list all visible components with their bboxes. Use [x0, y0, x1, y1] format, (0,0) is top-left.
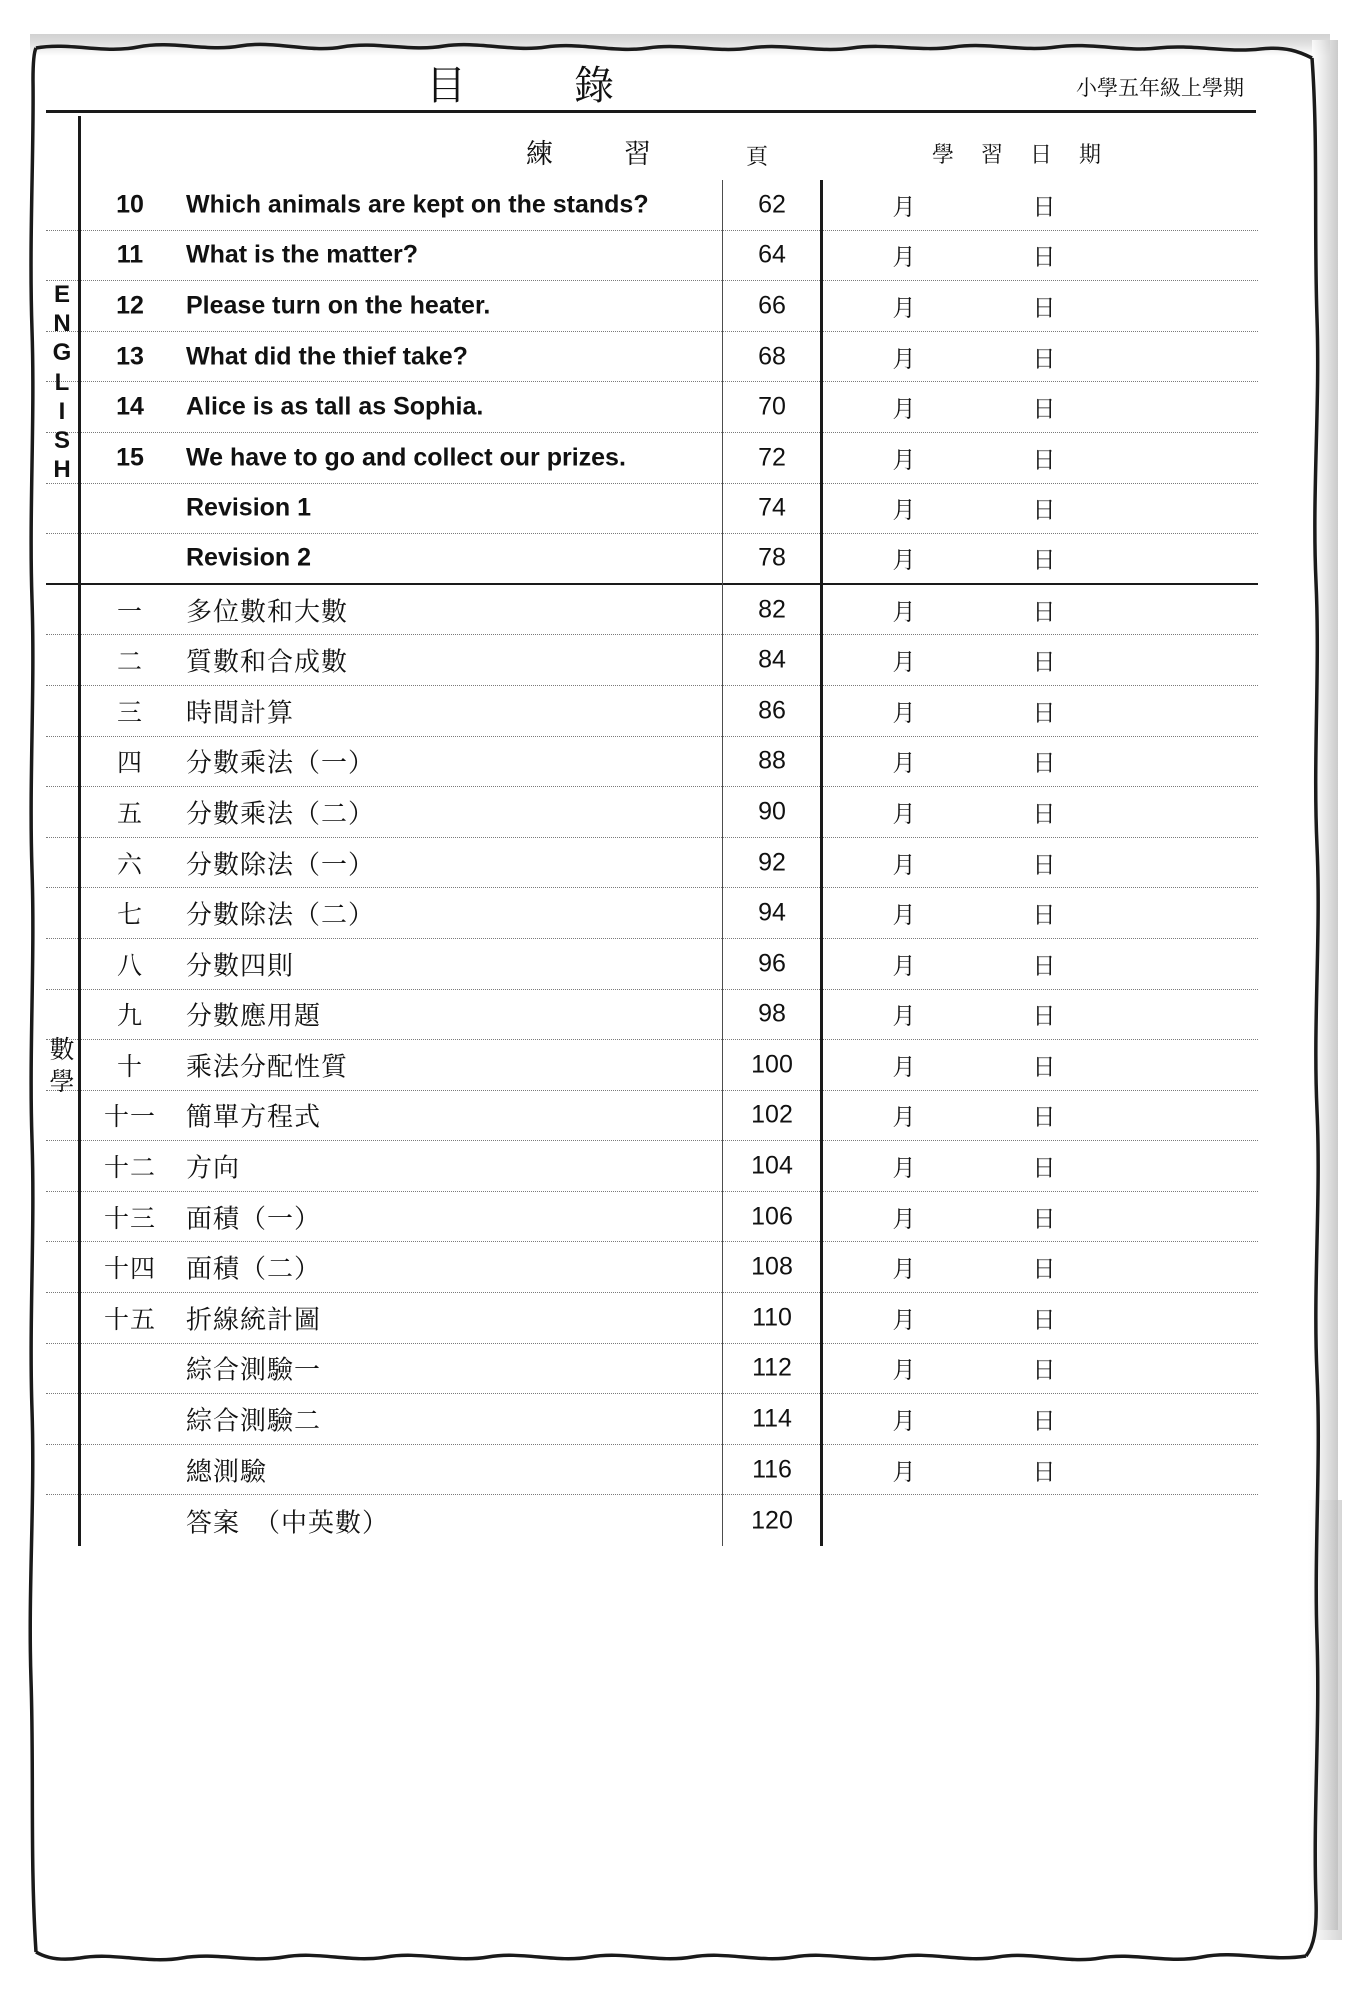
title-divider: [46, 110, 1256, 113]
table-row: [46, 281, 1258, 332]
row-title: 面積（二）: [186, 1254, 322, 1285]
table-row: [46, 1394, 1258, 1445]
row-date-day-mark[interactable]: 日: [1032, 1003, 1056, 1030]
row-page-number: 92: [758, 848, 786, 877]
vertical-rule-subject: [78, 116, 81, 1546]
row-number: 10: [116, 190, 144, 219]
row-number: 十: [116, 1051, 143, 1081]
toc-table: [46, 116, 1258, 1546]
row-title: 綜合測驗一: [186, 1355, 322, 1386]
row-page-number: 100: [751, 1050, 793, 1079]
row-page-number: 104: [751, 1151, 793, 1180]
row-date-month-mark[interactable]: 月: [892, 750, 916, 777]
table-row: [46, 231, 1258, 282]
row-title: 簡單方程式: [186, 1102, 322, 1133]
row-page-number: 70: [758, 392, 786, 421]
row-date-day-mark[interactable]: 日: [1032, 1104, 1056, 1131]
row-title: Revision 2: [186, 543, 312, 572]
table-row: [46, 585, 1258, 636]
row-page-number: 62: [758, 190, 786, 219]
row-date-month-mark[interactable]: 月: [892, 1054, 916, 1081]
row-title: 時間計算: [186, 698, 295, 729]
row-page-number: 68: [758, 342, 786, 371]
row-title: What is the matter?: [186, 240, 418, 269]
row-number: 六: [116, 849, 143, 879]
row-date-day-mark[interactable]: 日: [1032, 599, 1056, 626]
row-date-month-mark[interactable]: 月: [892, 649, 916, 676]
row-date-month-mark[interactable]: 月: [892, 244, 916, 271]
section-label-char: N: [53, 310, 71, 338]
row-date-day-mark[interactable]: 日: [1032, 497, 1056, 524]
column-header-date: 學 習 日 期: [932, 143, 1111, 168]
table-row: [46, 484, 1258, 535]
table-row: [46, 787, 1258, 838]
section-label-char: E: [53, 280, 70, 308]
row-page-number: 78: [758, 543, 786, 572]
row-date-day-mark[interactable]: 日: [1032, 953, 1056, 980]
row-number: 十三: [103, 1203, 156, 1233]
row-date-day-mark[interactable]: 日: [1032, 649, 1056, 676]
row-number: 三: [116, 697, 143, 727]
row-page-number: 72: [758, 443, 786, 472]
row-title: What did the thief take?: [186, 342, 468, 371]
page-header: [46, 52, 1262, 114]
row-date-month-mark[interactable]: 月: [892, 1307, 916, 1334]
row-date-day-mark[interactable]: 日: [1032, 447, 1056, 474]
row-title: 分數乘法（二）: [186, 799, 376, 830]
table-row: [46, 990, 1258, 1041]
table-row: [46, 382, 1258, 433]
row-number: 11: [116, 240, 144, 269]
row-date-day-mark[interactable]: 日: [1032, 1155, 1056, 1182]
row-date-day-mark[interactable]: 日: [1032, 547, 1056, 574]
row-title: 總測驗: [186, 1457, 268, 1488]
toc-content: [46, 52, 1262, 1546]
row-page-number: 64: [758, 240, 786, 269]
row-date-month-mark[interactable]: 月: [892, 801, 916, 828]
table-row: [46, 180, 1258, 231]
section-label-char: 數: [49, 1034, 75, 1064]
row-title: 分數乘法（一）: [186, 748, 376, 779]
page-subtitle: 小學五年級上學期: [1076, 76, 1244, 100]
row-date-day-mark[interactable]: 日: [1032, 295, 1056, 322]
row-number: 13: [116, 342, 144, 371]
row-date-day-mark[interactable]: 日: [1032, 244, 1056, 271]
row-number: 十五: [103, 1304, 156, 1334]
table-row: [46, 332, 1258, 383]
row-date-day-mark[interactable]: 日: [1032, 1256, 1056, 1283]
row-page-number: 120: [751, 1506, 793, 1535]
row-date-day-mark[interactable]: 日: [1032, 750, 1056, 777]
row-page-number: 90: [758, 797, 786, 826]
row-date-month-mark[interactable]: 月: [892, 852, 916, 879]
row-page-number: 112: [752, 1353, 792, 1382]
row-date-month-mark[interactable]: 月: [892, 953, 916, 980]
section-label-char: G: [52, 339, 72, 367]
row-title: Please turn on the heater.: [186, 291, 491, 320]
row-date-day-mark[interactable]: 日: [1032, 852, 1056, 879]
row-page-number: 96: [758, 949, 786, 978]
row-page-number: 102: [751, 1100, 793, 1129]
table-row: [46, 1445, 1258, 1496]
row-title: Alice is as tall as Sophia.: [186, 392, 484, 421]
row-number: 九: [116, 1001, 143, 1031]
row-date-month-mark[interactable]: 月: [892, 599, 916, 626]
table-row: [46, 939, 1258, 990]
table-row: [46, 1495, 1258, 1546]
row-title: 分數除法（二）: [186, 900, 376, 931]
row-number: 五: [116, 798, 143, 828]
row-page-number: 84: [758, 645, 786, 674]
row-date-month-mark[interactable]: 月: [892, 1459, 916, 1486]
row-title: Revision 1: [186, 493, 312, 522]
row-page-number: 74: [758, 493, 786, 522]
row-title: 分數應用題: [186, 1001, 322, 1032]
row-number: 一: [116, 596, 143, 626]
row-page-number: 86: [758, 696, 786, 725]
table-row: [46, 1040, 1258, 1091]
row-title: 分數除法（一）: [186, 850, 376, 881]
row-number: 四: [116, 748, 143, 778]
row-title: 質數和合成數: [186, 647, 349, 678]
row-date-month-mark[interactable]: 月: [892, 346, 916, 373]
section-label-char: L: [54, 368, 70, 396]
table-row: [46, 1091, 1258, 1142]
row-date-month-mark[interactable]: 月: [892, 1357, 916, 1384]
row-title: 折線統計圖: [186, 1305, 322, 1336]
row-number: 12: [116, 291, 144, 320]
section-label-math: [46, 1034, 78, 1098]
row-page-number: 98: [758, 999, 786, 1028]
table-row: [46, 1344, 1258, 1395]
page-title: 目 錄: [426, 63, 648, 109]
row-page-number: 116: [752, 1455, 792, 1484]
row-page-number: 82: [758, 595, 786, 624]
row-title: 多位數和大數: [186, 597, 349, 628]
row-page-number: 66: [758, 291, 786, 320]
row-date-month-mark[interactable]: 月: [892, 547, 916, 574]
section-label-char: I: [58, 397, 66, 425]
row-date-month-mark[interactable]: 月: [892, 1003, 916, 1030]
row-number: 二: [116, 647, 143, 677]
row-number: 十四: [103, 1254, 156, 1284]
row-date-month-mark[interactable]: 月: [892, 295, 916, 322]
toc-rows-container: [46, 180, 1258, 1546]
table-row: [46, 534, 1258, 585]
row-title: 答案 （中英數）: [186, 1508, 390, 1539]
row-page-number: 108: [751, 1252, 793, 1281]
table-row: [46, 433, 1258, 484]
row-title: 分數四則: [186, 951, 295, 982]
row-number: 十二: [103, 1153, 156, 1183]
scan-edge-shadow-right-lower: [1308, 1500, 1342, 1940]
row-date-month-mark[interactable]: 月: [892, 1155, 916, 1182]
row-title: 綜合測驗二: [186, 1406, 322, 1437]
row-title: 乘法分配性質: [186, 1052, 349, 1083]
row-date-day-mark[interactable]: 日: [1032, 801, 1056, 828]
row-number: 十一: [103, 1102, 156, 1132]
table-row: [46, 686, 1258, 737]
row-title: We have to go and collect our prizes.: [186, 443, 626, 472]
row-date-day-mark[interactable]: 日: [1032, 396, 1056, 423]
row-date-month-mark[interactable]: 月: [892, 1206, 916, 1233]
row-date-month-mark[interactable]: 月: [892, 1408, 916, 1435]
table-row: [46, 1242, 1258, 1293]
row-date-day-mark[interactable]: 日: [1032, 1408, 1056, 1435]
row-date-day-mark[interactable]: 日: [1032, 346, 1056, 373]
row-date-day-mark[interactable]: 日: [1032, 194, 1056, 221]
row-page-number: 88: [758, 746, 786, 775]
table-row: [46, 737, 1258, 788]
row-page-number: 114: [752, 1404, 792, 1433]
row-page-number: 106: [751, 1202, 793, 1231]
row-date-month-mark[interactable]: 月: [892, 396, 916, 423]
row-number: 七: [116, 900, 143, 930]
row-date-day-mark[interactable]: 日: [1032, 1357, 1056, 1384]
row-date-day-mark[interactable]: 日: [1032, 700, 1056, 727]
row-date-month-mark[interactable]: 月: [892, 194, 916, 221]
row-date-month-mark[interactable]: 月: [892, 902, 916, 929]
table-row: [46, 838, 1258, 889]
row-date-day-mark[interactable]: 日: [1032, 1307, 1056, 1334]
row-number: 15: [116, 443, 144, 472]
table-column-headers: [46, 116, 1258, 180]
table-row: [46, 1141, 1258, 1192]
section-label-char: S: [53, 427, 70, 455]
section-label-char: H: [53, 456, 71, 484]
row-date-day-mark[interactable]: 日: [1032, 902, 1056, 929]
row-date-day-mark[interactable]: 日: [1032, 1054, 1056, 1081]
table-row: [46, 1192, 1258, 1243]
row-page-number: 110: [752, 1303, 792, 1332]
row-date-month-mark[interactable]: 月: [892, 1256, 916, 1283]
vertical-rule-date-left: [820, 180, 823, 1546]
row-date-month-mark[interactable]: 月: [892, 447, 916, 474]
column-header-page: 頁: [746, 145, 769, 170]
row-number: 八: [116, 950, 143, 980]
column-header-practice: 練 習: [526, 139, 673, 170]
table-row: [46, 888, 1258, 939]
row-number: 14: [116, 392, 144, 421]
row-date-month-mark[interactable]: 月: [892, 700, 916, 727]
vertical-rule-page-left: [722, 180, 723, 1546]
row-date-day-mark[interactable]: 日: [1032, 1206, 1056, 1233]
row-date-month-mark[interactable]: 月: [892, 497, 916, 524]
row-date-month-mark[interactable]: 月: [892, 1104, 916, 1131]
table-row: [46, 1293, 1258, 1344]
section-label-english: [46, 280, 78, 485]
row-title: 方向: [186, 1153, 241, 1184]
row-title: 面積（一）: [186, 1204, 322, 1235]
table-row: [46, 635, 1258, 686]
row-page-number: 94: [758, 898, 786, 927]
row-date-day-mark[interactable]: 日: [1032, 1459, 1056, 1486]
row-title: Which animals are kept on the stands?: [186, 190, 649, 219]
section-label-char: 學: [49, 1066, 75, 1096]
